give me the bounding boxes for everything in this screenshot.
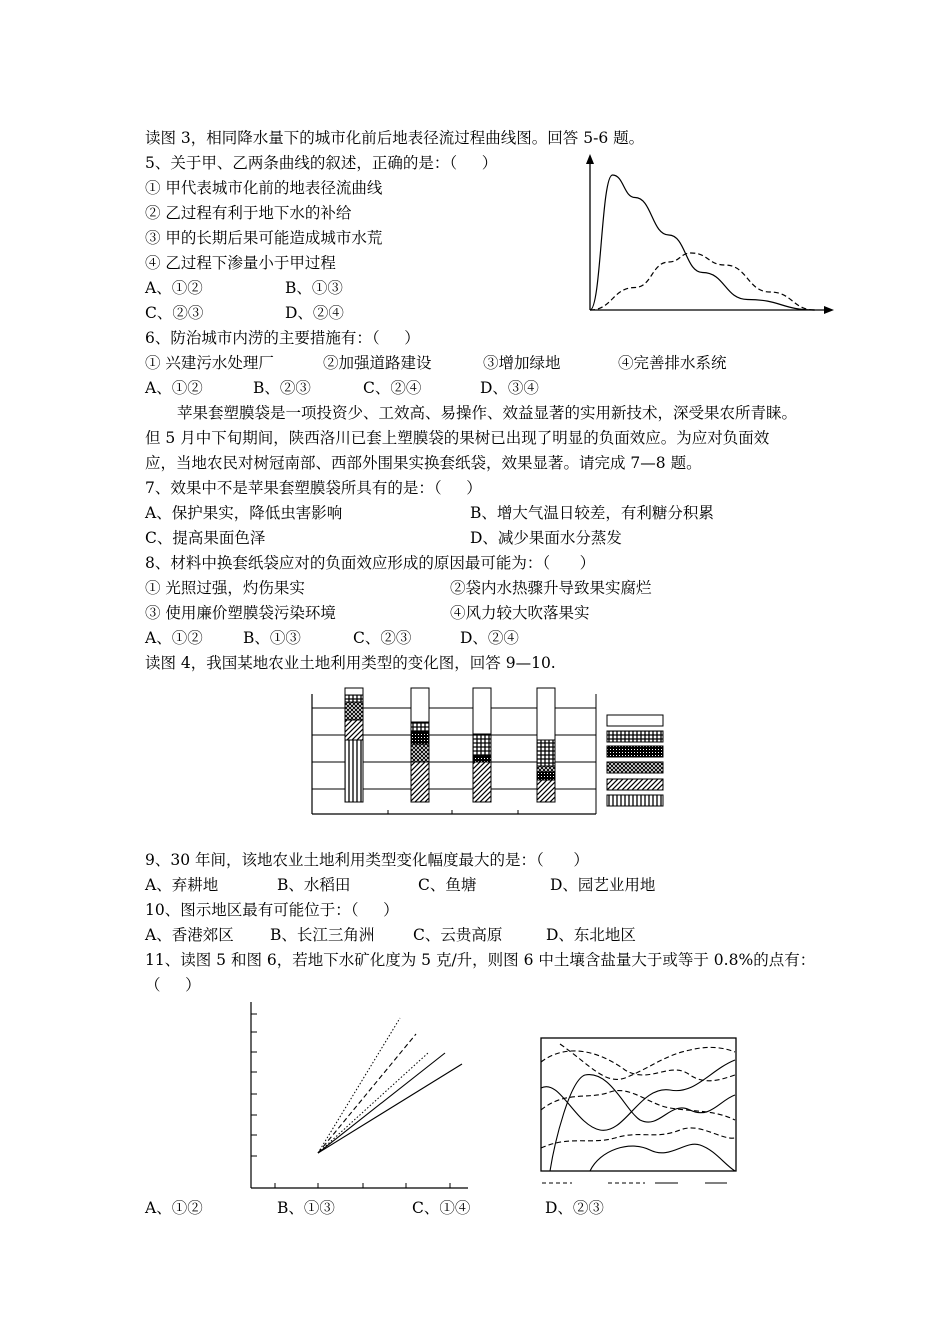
passage-line-3: 应，当地农民对树冠南部、西部外围果实换套纸袋，效果显著。请完成 7—8 题。 [145,454,702,472]
passage-line-2: 但 5 月中下旬期间，陕西洛川已套上塑膜袋的果树已出现了明显的负面效应。为应对负面效 [145,429,770,447]
q8-choice-c: C、②③ [353,629,412,647]
figure-4-legend [607,715,663,806]
runoff-curve-dashed [590,253,815,310]
q11-stem: 11、读图 5 和图 6，若地下水矿化度为 5 克/升，则图 6 中土壤含盐量大于或等于 0.8%的点有： [145,951,816,969]
q9-stem: 9、30 年间，该地农业土地利用类型变化幅度最大的是：（ ） [145,851,589,869]
q11-paren: （ ） [145,976,201,994]
q5-choice-b: B、①③ [285,279,343,297]
q9-choice-c: C、鱼塘 [418,876,477,894]
q7-stem: 7、效果中不是苹果套塑膜袋所具有的是：（ ） [145,479,482,497]
q6-option-1: ① 兴建污水处理厂 [145,354,274,372]
fig5-line-dotted-1 [318,1018,400,1153]
legend-swatch-5 [607,779,663,790]
q6-choice-c: C、②④ [363,379,422,397]
q5-option-2: ② 乙过程有利于地下水的补给 [145,204,352,222]
q6-choice-a: A、①② [145,379,203,397]
q5-stem: 5、关于甲、乙两条曲线的叙述，正确的是：（ ） [145,154,498,172]
legend-swatch-4 [607,762,663,773]
q7-choice-b: B、增大气温日较差，有利糖分积累 [470,504,714,522]
q5-choice-d: D、②④ [285,304,344,322]
bar-3 [473,688,491,802]
q7-choice-c: C、提高果面色泽 [145,529,266,547]
q5-option-1: ① 甲代表城市化前的地表径流曲线 [145,179,383,197]
q8-stem: 8、材料中换套纸袋应对的负面效应形成的原因最可能为：（ ） [145,554,596,572]
bar-2 [411,688,429,802]
fig5-line-solid-1 [318,1053,445,1153]
q6-option-2: ②加强道路建设 [323,354,432,372]
q6-choice-b: B、②③ [253,379,311,397]
figure-3-runoff-chart [578,152,838,322]
q6-stem: 6、防治城市内涝的主要措施有：（ ） [145,329,420,347]
legend-swatch-2 [607,731,663,742]
q10-choice-a: A、香港郊区 [145,926,234,944]
q6-option-4: ④完善排水系统 [618,354,727,372]
figure-5-line-chart [238,998,478,1194]
q7-choice-d: D、减少果面水分蒸发 [470,529,622,547]
intro-fig3: 读图 3，相同降水量下的城市化前后地表径流过程曲线图。回答 5-6 题。 [145,129,645,147]
q10-choice-b: B、长江三角洲 [270,926,375,944]
legend-swatch-6 [607,795,663,806]
q6-choice-d: D、③④ [480,379,539,397]
q9-choice-a: A、弃耕地 [145,876,219,894]
q8-option-1: ① 光照过强，灼伤果实 [145,579,305,597]
q5-choice-a: A、①② [145,279,203,297]
fig6-contours [541,1044,735,1171]
figure-6-isoline-map [530,1030,750,1194]
q10-choice-d: D、东北地区 [546,926,636,944]
q11-choice-b: B、①③ [277,1199,335,1217]
q10-stem: 10、图示地区最有可能位于：（ ） [145,901,399,919]
q8-choice-a: A、①② [145,629,203,647]
q10-choice-c: C、云贵高原 [413,926,503,944]
q8-option-3: ③ 使用廉价塑膜袋污染环境 [145,604,336,622]
q5-option-3: ③ 甲的长期后果可能造成城市水荒 [145,229,383,247]
figure-5-axes [251,1002,468,1188]
intro-fig4: 读图 4，我国某地农业土地利用类型的变化图，回答 9—10. [145,654,556,672]
fig5-line-dotted-2 [318,1053,428,1153]
q9-choice-b: B、水稻田 [277,876,351,894]
q9-choice-d: D、园艺业用地 [550,876,656,894]
figure-4-landuse-chart [300,682,680,818]
figure-3-axes [586,154,834,314]
q7-choice-a: A、保护果实，降低虫害影响 [145,504,343,522]
q8-choice-b: B、①③ [243,629,301,647]
q8-choice-d: D、②④ [460,629,519,647]
q5-option-4: ④ 乙过程下渗量小于甲过程 [145,254,336,272]
legend-swatch-1 [607,715,663,726]
q5-choice-c: C、②③ [145,304,204,322]
passage-line-1: 苹果套塑膜袋是一项投资少、工效高、易操作、效益显著的实用新技术，深受果农所青睐。 [177,404,798,422]
q11-choice-d: D、②③ [545,1199,604,1217]
bar-1 [345,688,363,802]
q11-choice-a: A、①② [145,1199,203,1217]
q8-option-4: ④风力较大吹落果实 [450,604,590,622]
q6-option-3: ③增加绿地 [483,354,561,372]
fig5-line-dashed [318,1034,416,1153]
bar-4 [537,688,555,802]
fig5-line-solid-2 [318,1064,462,1153]
q11-choice-c: C、①④ [412,1199,471,1217]
q8-option-2: ②袋内水热骤升导致果实腐烂 [450,579,652,597]
legend-swatch-3 [607,746,663,757]
